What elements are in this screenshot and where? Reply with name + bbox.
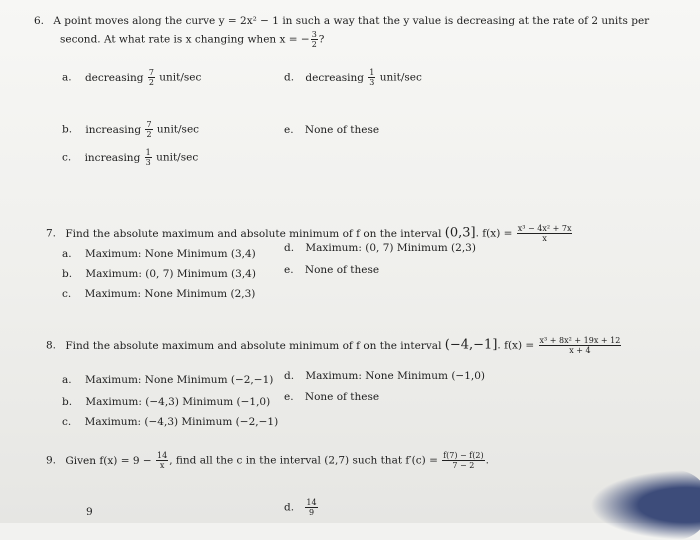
q8-option-b[interactable]: b. Maximum: (−4,3) Minimum (−1,0) xyxy=(62,396,271,408)
q7-option-d[interactable]: d. Maximum: (0, 7) Minimum (2,3) xyxy=(284,242,476,254)
q7-stem: 7. Find the absolute maximum and absolute minimum of f on the interval (0,3]. f(x) = $\frac{\text{x³ − 4x² + 7x}}{x}$ xyxy=(46,224,572,243)
q7-option-a[interactable]: a. Maximum: None Minimum (3,4) xyxy=(62,248,256,260)
q7-option-b[interactable]: b. Maximum: (0, 7) Minimum (3,4) xyxy=(62,268,256,280)
q8-number: 8. xyxy=(46,339,57,352)
q8-function-fraction: $\frac{\text{x³ + 8x² + 19x + 12}}{x + 4}$ xyxy=(539,336,621,355)
q9-stem: 9. Given f(x) = 9 − $\frac{14}{x}$ , find all the c in the interval (2,7) such that f′(c) = $\frac{f(7) - f(2)}{7 - 2}$ . xyxy=(46,451,489,470)
q6-option-c[interactable]: c. increasing $\frac{1}{3}$ unit/sec xyxy=(62,148,199,167)
q8-option-a[interactable]: a. Maximum: None Minimum (−2,−1) xyxy=(62,374,274,386)
q9-option-a[interactable]: 9 xyxy=(86,506,93,518)
q8-option-e[interactable]: e. None of these xyxy=(284,391,380,403)
q7-number: 7. xyxy=(46,227,57,240)
q9-option-d[interactable]: d. $\frac{14}{9}$ xyxy=(284,498,317,517)
q6-option-d[interactable]: d. decreasing $\frac{1}{3}$ unit/sec xyxy=(284,68,422,87)
q8-option-d[interactable]: d. Maximum: None Minimum (−1,0) xyxy=(284,370,486,382)
q6-option-e[interactable]: e. None of these xyxy=(284,124,380,136)
q7-option-e[interactable]: e. None of these xyxy=(284,264,380,276)
q8-option-c[interactable]: c. Maximum: (−4,3) Minimum (−2,−1) xyxy=(62,416,279,428)
q6-stem-a: A point moves along the curve y = 2x² − 1 in such a way that the y value is decreasing at the rate of 2 units per xyxy=(53,15,650,27)
q6-number: 6. xyxy=(34,15,45,27)
q6-stem-line1 xyxy=(34,14,649,28)
q6-stem-fraction: $\frac{3}{2}$ xyxy=(311,30,317,49)
q8-stem: 8. Find the absolute maximum and absolute minimum of f on the interval (−4,−1]. f(x) = $\frac{\text{x³ + 8x² + 19x + 12}}{x + 4}$ xyxy=(46,336,621,355)
q6-option-a[interactable]: a. decreasing $\frac{7}{2}$ unit/sec xyxy=(62,68,202,87)
q6-stem-b: second. At what rate is x changing when x = − xyxy=(60,33,310,46)
q6-stem-line2: second. At what rate is x changing when x = − $\frac{3}{2}$ ? xyxy=(60,30,325,49)
q6-option-b[interactable]: b. increasing $\frac{7}{2}$ unit/sec xyxy=(62,120,200,139)
page-edge-shadow xyxy=(590,470,700,540)
q9-number: 9. xyxy=(46,454,57,467)
q7-option-c[interactable]: c. Maximum: None Minimum (2,3) xyxy=(62,288,256,300)
q7-function-fraction: $\frac{\text{x³ − 4x² + 7x}}{x}$ xyxy=(517,224,572,243)
